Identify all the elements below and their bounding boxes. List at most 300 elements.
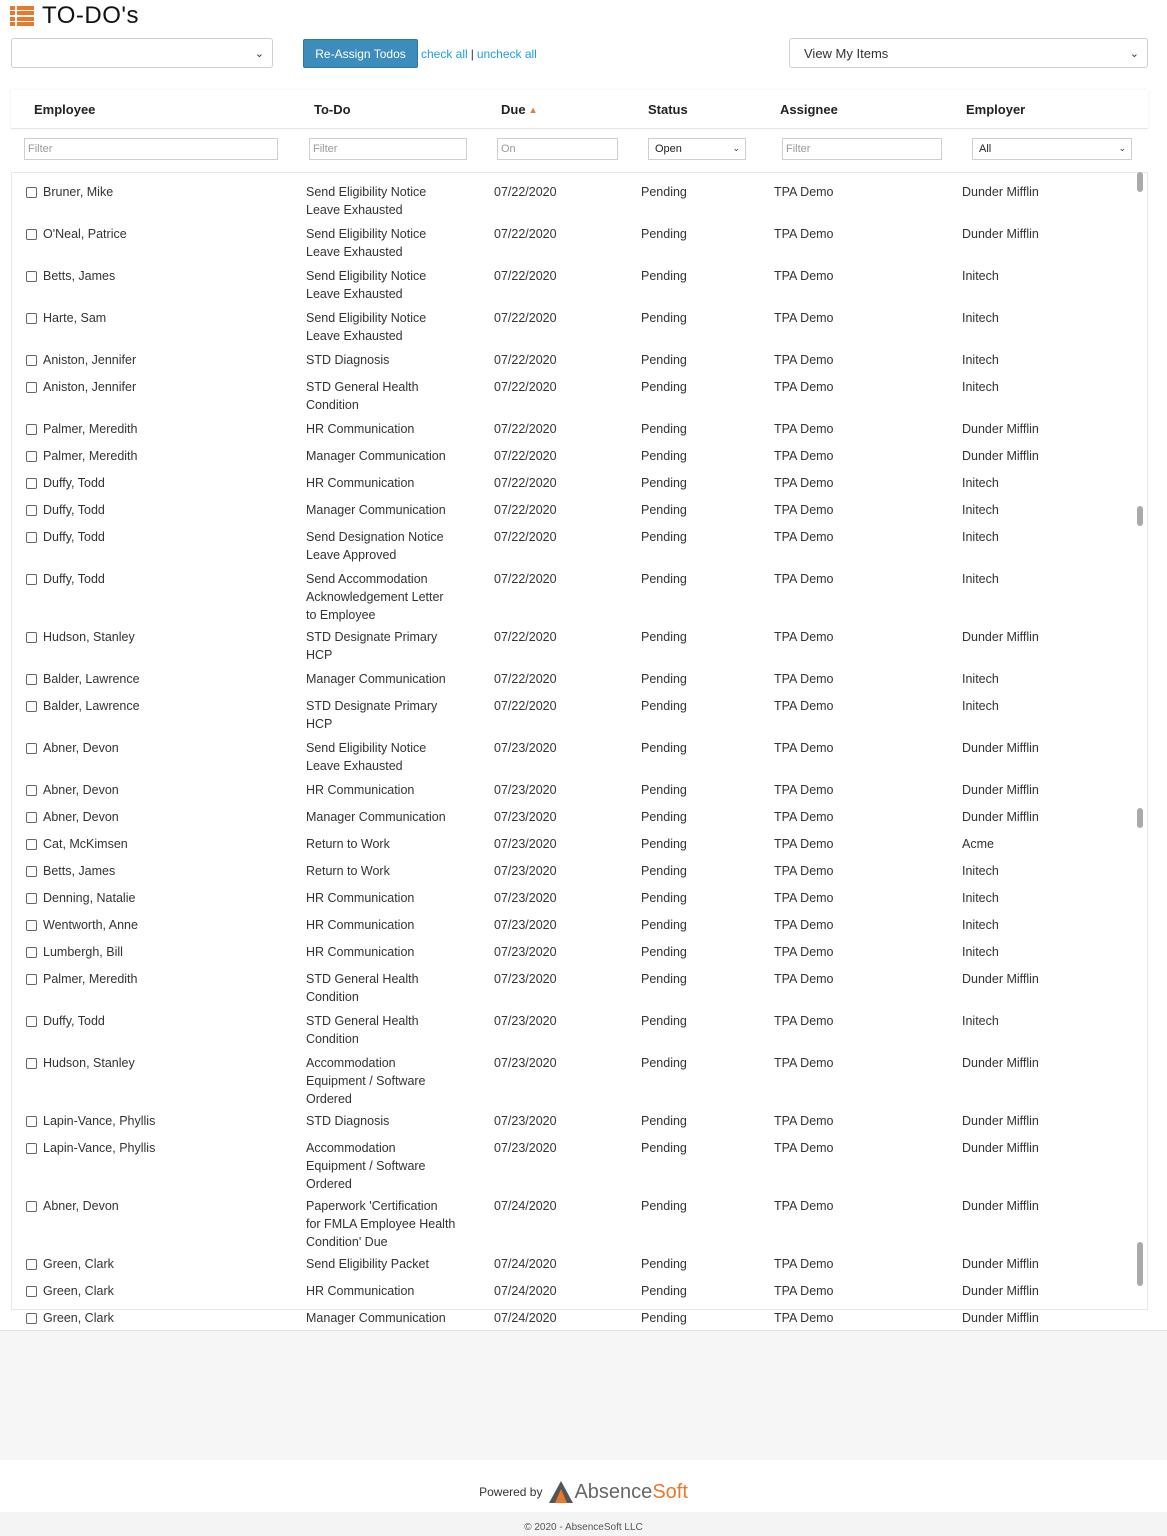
assignee-select[interactable] — [11, 38, 273, 68]
employee-cell — [26, 1112, 155, 1130]
todo-cell[interactable] — [306, 1054, 471, 1108]
table-row[interactable] — [12, 215, 1147, 257]
table-row[interactable] — [12, 1129, 1147, 1191]
status-text: Pending — [641, 945, 687, 959]
employer-text: Dunder Mifflin — [962, 227, 1039, 241]
status-text: Pending — [641, 353, 687, 367]
todo-cell[interactable] — [306, 1282, 471, 1300]
column-header-due[interactable] — [501, 102, 537, 117]
row-checkbox[interactable] — [26, 1016, 37, 1027]
todo-text-line: Send Eligibility Notice — [306, 185, 427, 199]
table-row[interactable] — [12, 1299, 1147, 1326]
status-text: Pending — [641, 422, 687, 436]
todo-cell[interactable] — [306, 447, 471, 465]
employer-text: Initech — [962, 476, 999, 490]
todo-text-line: Ordered — [306, 1092, 352, 1106]
table-row[interactable] — [12, 1272, 1147, 1299]
todo-text-line: HR Communication — [306, 1284, 415, 1298]
due-date: 07/22/2020 — [494, 699, 557, 713]
employer-text: Initech — [962, 918, 999, 932]
scrollbar-thumb[interactable] — [1137, 808, 1143, 828]
employer-text: Dunder Mifflin — [962, 1056, 1039, 1070]
assignee-text: TPA Demo — [774, 945, 834, 959]
copyright: © 2020 - AbsenceSoft LLC — [524, 1522, 643, 1533]
todo-text-line: Condition — [306, 398, 359, 412]
employee-name[interactable]: Lapin-Vance, Phyllis — [43, 1141, 156, 1155]
todo-cell[interactable] — [306, 889, 471, 907]
table-row[interactable] — [12, 491, 1147, 518]
todo-text-line: Leave Exhausted — [306, 203, 403, 217]
table-row[interactable] — [12, 960, 1147, 1002]
scrollbar-thumb[interactable] — [1137, 172, 1143, 192]
brand-name-part1: Absence — [574, 1480, 653, 1503]
todo-text-line: Send Eligibility Notice — [306, 227, 427, 241]
employee-cell — [26, 1309, 114, 1327]
employer-text: Dunder Mifflin — [962, 449, 1039, 463]
employee-cell — [26, 183, 113, 201]
employee-name[interactable]: Lapin-Vance, Phyllis — [43, 1114, 156, 1128]
status-text: Pending — [641, 476, 687, 490]
chevron-down-icon: ⌄ — [1129, 48, 1139, 60]
assignee-text: TPA Demo — [774, 699, 834, 713]
row-checkbox[interactable] — [26, 674, 37, 685]
status-text: Pending — [641, 1114, 687, 1128]
employer-filter-select[interactable] — [972, 138, 1132, 160]
employee-cell — [26, 628, 135, 646]
assignee-text: TPA Demo — [774, 1114, 834, 1128]
due-date: 07/22/2020 — [494, 311, 557, 325]
todo-cell[interactable] — [306, 781, 471, 799]
due-date: 07/23/2020 — [494, 918, 557, 932]
row-checkbox[interactable] — [26, 920, 37, 931]
row-checkbox[interactable] — [26, 1313, 37, 1324]
status-text: Pending — [641, 227, 687, 241]
todo-cell[interactable] — [306, 1112, 471, 1130]
todo-filter-input[interactable]: Filter — [309, 138, 467, 160]
employer-text: Initech — [962, 353, 999, 367]
row-checkbox[interactable] — [26, 947, 37, 958]
status-text: Pending — [641, 311, 687, 325]
employee-cell — [26, 225, 127, 243]
employee-cell — [26, 835, 128, 853]
table-row[interactable] — [12, 1245, 1147, 1272]
status-text: Pending — [641, 891, 687, 905]
due-date: 07/24/2020 — [494, 1311, 557, 1325]
todo-cell[interactable] — [306, 501, 471, 519]
todo-cell[interactable] — [306, 1197, 471, 1251]
powered-by — [0, 1480, 1167, 1504]
assignee-text: TPA Demo — [774, 741, 834, 755]
due-date: 07/22/2020 — [494, 380, 557, 394]
todo-text-line: Leave Exhausted — [306, 287, 403, 301]
employee-name[interactable]: Betts, James — [43, 269, 116, 283]
table-row[interactable] — [12, 1002, 1147, 1044]
table-scrollbar[interactable] — [1135, 172, 1145, 1310]
due-date: 07/24/2020 — [494, 1284, 557, 1298]
employer-filter-value: All — [979, 143, 992, 155]
due-date: 07/22/2020 — [494, 476, 557, 490]
employee-cell — [26, 501, 105, 519]
row-checkbox[interactable] — [26, 632, 37, 643]
todo-text-line: Send Designation Notice — [306, 530, 444, 544]
todo-text-line: Manager Communication — [306, 1311, 446, 1325]
status-text: Pending — [641, 449, 687, 463]
due-date: 07/23/2020 — [494, 741, 557, 755]
link-separator: | — [470, 47, 474, 61]
employee-cell — [26, 1255, 114, 1273]
assignee-text: TPA Demo — [774, 972, 834, 986]
todo-text-line: Return to Work — [306, 837, 390, 851]
employee-name[interactable]: Green, Clark — [43, 1284, 114, 1298]
row-checkbox[interactable] — [26, 505, 37, 516]
table-row[interactable] — [12, 933, 1147, 960]
row-checkbox[interactable] — [26, 974, 37, 985]
uncheck-all-link[interactable]: uncheck all — [476, 47, 537, 61]
employee-name[interactable]: Palmer, Meredith — [43, 422, 138, 436]
employee-cell — [26, 697, 140, 715]
todo-cell[interactable] — [306, 628, 471, 664]
employee-name[interactable]: Abner, Devon — [43, 741, 119, 755]
assignee-text: TPA Demo — [774, 422, 834, 436]
todo-cell[interactable] — [306, 862, 471, 880]
row-checkbox[interactable] — [26, 1201, 37, 1212]
status-text: Pending — [641, 572, 687, 586]
row-checkbox[interactable] — [26, 229, 37, 240]
employer-text: Dunder Mifflin — [962, 810, 1039, 824]
employer-text: Initech — [962, 864, 999, 878]
table-row[interactable] — [12, 852, 1147, 879]
todo-cell[interactable] — [306, 739, 471, 775]
todo-text-line: Send Eligibility Notice — [306, 741, 427, 755]
due-date: 07/22/2020 — [494, 449, 557, 463]
todo-cell[interactable] — [306, 267, 471, 303]
employee-cell — [26, 474, 105, 492]
table-row[interactable] — [12, 341, 1147, 368]
due-filter-input[interactable]: On — [497, 138, 618, 160]
filter-row — [0, 138, 1167, 164]
column-header-status[interactable]: Status — [648, 102, 688, 117]
table-row[interactable] — [12, 410, 1147, 437]
table-row[interactable] — [12, 437, 1147, 464]
due-date: 07/22/2020 — [494, 185, 557, 199]
table-row[interactable] — [12, 906, 1147, 933]
todo-text-line: Condition — [306, 990, 359, 1004]
employee-name[interactable]: Hudson, Stanley — [43, 630, 135, 644]
column-header-todo[interactable]: To-Do — [314, 102, 351, 117]
todo-cell[interactable] — [306, 378, 471, 414]
employee-cell — [26, 378, 136, 396]
assignee-text: TPA Demo — [774, 1056, 834, 1070]
todo-cell[interactable] — [306, 970, 471, 1006]
scrollbar-thumb[interactable] — [1137, 506, 1143, 526]
todo-text-line: Ordered — [306, 1177, 352, 1191]
due-date: 07/23/2020 — [494, 783, 557, 797]
assignee-text: TPA Demo — [774, 630, 834, 644]
due-date: 07/23/2020 — [494, 1114, 557, 1128]
row-checkbox[interactable] — [26, 812, 37, 823]
due-date: 07/23/2020 — [494, 810, 557, 824]
row-checkbox[interactable] — [26, 187, 37, 198]
todo-text-line: Leave Approved — [306, 548, 397, 562]
employee-name[interactable]: Balder, Lawrence — [43, 672, 140, 686]
due-date: 07/22/2020 — [494, 227, 557, 241]
employer-text: Initech — [962, 572, 999, 586]
assignee-text: TPA Demo — [774, 353, 834, 367]
employee-cell — [26, 916, 138, 934]
row-checkbox[interactable] — [26, 785, 37, 796]
todo-text-line: Manager Communication — [306, 503, 446, 517]
employee-name[interactable]: Harte, Sam — [43, 311, 107, 325]
employee-cell — [26, 670, 140, 688]
column-header-employee[interactable]: Employee — [34, 102, 96, 117]
todo-text-line: STD Diagnosis — [306, 1114, 390, 1128]
row-checkbox[interactable] — [26, 271, 37, 282]
chevron-down-icon: ⌄ — [1118, 143, 1126, 153]
status-text: Pending — [641, 269, 687, 283]
todo-cell[interactable] — [306, 916, 471, 934]
employer-text: Initech — [962, 269, 999, 283]
employee-name[interactable]: Abner, Devon — [43, 1199, 119, 1213]
employee-name[interactable]: Green, Clark — [43, 1311, 114, 1325]
employee-name[interactable]: Duffy, Todd — [43, 1014, 105, 1028]
table-row[interactable] — [12, 771, 1147, 798]
todo-cell[interactable] — [306, 697, 471, 733]
employee-name[interactable]: Lumbergh, Bill — [43, 945, 123, 959]
page-title: TO-DO's — [42, 2, 139, 29]
assignee-filter-input[interactable]: Filter — [782, 138, 942, 160]
assignee-text: TPA Demo — [774, 530, 834, 544]
employee-name[interactable]: Bruner, Mike — [43, 185, 114, 199]
todo-text-line: HR Communication — [306, 918, 415, 932]
due-date: 07/22/2020 — [494, 422, 557, 436]
employee-cell — [26, 1139, 155, 1157]
table-row[interactable] — [12, 618, 1147, 660]
todo-text-line: HCP — [306, 648, 333, 662]
employer-text: Initech — [962, 945, 999, 959]
employee-name[interactable]: Betts, James — [43, 864, 116, 878]
table-row[interactable] — [12, 729, 1147, 771]
todo-cell[interactable] — [306, 474, 471, 492]
row-checkbox[interactable] — [26, 451, 37, 462]
row-checkbox[interactable] — [26, 532, 37, 543]
employee-name[interactable]: Duffy, Todd — [43, 503, 105, 517]
table-row[interactable] — [12, 1102, 1147, 1129]
row-checkbox[interactable] — [26, 1116, 37, 1127]
table-row[interactable] — [12, 687, 1147, 729]
table-row[interactable] — [12, 464, 1147, 491]
table-row[interactable] — [12, 518, 1147, 560]
employer-text: Initech — [962, 380, 999, 394]
status-text: Pending — [641, 530, 687, 544]
brand-name — [574, 1481, 687, 1504]
employee-cell — [26, 1282, 114, 1300]
employee-cell — [26, 1054, 135, 1072]
status-text: Pending — [641, 741, 687, 755]
employee-name[interactable]: Cat, McKimsen — [43, 837, 128, 851]
employee-filter-input[interactable]: Filter — [24, 138, 278, 160]
employer-text: Initech — [962, 891, 999, 905]
assignee-text: TPA Demo — [774, 864, 834, 878]
status-text: Pending — [641, 185, 687, 199]
employee-name[interactable]: Abner, Devon — [43, 783, 119, 797]
todo-text-line: for FMLA Employee Health — [306, 1217, 456, 1231]
employee-cell — [26, 1197, 119, 1215]
todo-cell[interactable] — [306, 420, 471, 438]
todo-cell[interactable] — [306, 183, 471, 219]
todo-text-line: HR Communication — [306, 891, 415, 905]
employee-name[interactable]: Duffy, Todd — [43, 572, 105, 586]
todo-text-line: Return to Work — [306, 864, 390, 878]
row-checkbox[interactable] — [26, 839, 37, 850]
row-checkbox[interactable] — [26, 701, 37, 712]
assignee-text: TPA Demo — [774, 1014, 834, 1028]
todo-text-line: Paperwork 'Certification — [306, 1199, 438, 1213]
powered-by-label: Powered by — [479, 1485, 543, 1499]
table-row[interactable] — [12, 879, 1147, 906]
empty-content-area — [0, 1330, 1167, 1461]
employee-name[interactable]: Palmer, Meredith — [43, 449, 138, 463]
employee-name[interactable]: Aniston, Jennifer — [43, 380, 137, 394]
row-checkbox[interactable] — [26, 424, 37, 435]
status-text: Pending — [641, 918, 687, 932]
row-checkbox[interactable] — [26, 313, 37, 324]
todo-text-line: HR Communication — [306, 945, 415, 959]
table-row[interactable] — [12, 1044, 1147, 1106]
employer-text: Initech — [962, 672, 999, 686]
employee-cell — [26, 420, 137, 438]
todo-text-line: Accommodation — [306, 1141, 396, 1155]
table-row[interactable] — [12, 257, 1147, 299]
status-text: Pending — [641, 810, 687, 824]
todo-cell[interactable] — [306, 943, 471, 961]
page-header — [10, 2, 139, 30]
status-text: Pending — [641, 503, 687, 517]
todo-cell[interactable] — [306, 1139, 471, 1193]
employee-name[interactable]: O'Neal, Patrice — [43, 227, 127, 241]
check-all-link[interactable]: check all — [421, 47, 468, 61]
column-header-employer[interactable]: Employer — [966, 102, 1026, 117]
row-checkbox[interactable] — [26, 1259, 37, 1270]
employee-name[interactable]: Duffy, Todd — [43, 476, 105, 490]
todo-text-line: Manager Communication — [306, 449, 446, 463]
employee-cell — [26, 528, 105, 546]
assignee-text: TPA Demo — [774, 227, 834, 241]
row-checkbox[interactable] — [26, 1143, 37, 1154]
employee-cell — [26, 781, 119, 799]
todo-text-line: STD General Health — [306, 1014, 419, 1028]
chevron-down-icon: ⌄ — [732, 143, 740, 153]
view-items-select[interactable] — [789, 38, 1148, 68]
row-checkbox[interactable] — [26, 743, 37, 754]
todo-cell[interactable] — [306, 309, 471, 345]
footer — [0, 1460, 1167, 1536]
table-row[interactable] — [12, 660, 1147, 687]
employee-name[interactable]: Hudson, Stanley — [43, 1056, 135, 1070]
due-date: 07/22/2020 — [494, 572, 557, 586]
employee-name[interactable]: Balder, Lawrence — [43, 699, 140, 713]
due-date: 07/24/2020 — [494, 1199, 557, 1213]
todo-text-line: Condition' Due — [306, 1235, 388, 1249]
employee-name[interactable]: Green, Clark — [43, 1257, 114, 1271]
employer-text: Dunder Mifflin — [962, 1311, 1039, 1325]
employee-cell — [26, 309, 106, 327]
reassign-todos-button[interactable]: Re-Assign Todos — [303, 39, 418, 68]
table-row[interactable] — [12, 560, 1147, 622]
row-checkbox[interactable] — [26, 574, 37, 585]
todo-text-line: STD Diagnosis — [306, 353, 390, 367]
employee-cell — [26, 1012, 105, 1030]
table-row[interactable] — [12, 173, 1147, 215]
row-checkbox[interactable] — [26, 478, 37, 489]
due-date: 07/23/2020 — [494, 1056, 557, 1070]
employee-name[interactable]: Wentworth, Anne — [43, 918, 138, 932]
employee-name[interactable]: Abner, Devon — [43, 810, 119, 824]
todo-cell[interactable] — [306, 351, 471, 369]
todo-cell[interactable] — [306, 528, 471, 564]
table-row[interactable] — [12, 1187, 1147, 1249]
assignee-text: TPA Demo — [774, 1311, 834, 1325]
table-row[interactable] — [12, 798, 1147, 825]
todo-text-line: STD Designate Primary — [306, 630, 438, 644]
table-row[interactable] — [12, 299, 1147, 341]
row-checkbox[interactable] — [26, 355, 37, 366]
todo-text-line: Send Eligibility Notice — [306, 311, 427, 325]
row-checkbox[interactable] — [26, 1286, 37, 1297]
employer-text: Dunder Mifflin — [962, 1199, 1039, 1213]
employee-cell — [26, 970, 137, 988]
chevron-down-icon: ⌄ — [254, 48, 264, 60]
employer-text: Dunder Mifflin — [962, 741, 1039, 755]
row-checkbox[interactable] — [26, 1058, 37, 1069]
employee-cell — [26, 267, 115, 285]
todo-cell[interactable] — [306, 1255, 471, 1273]
todo-cell[interactable] — [306, 808, 471, 826]
todo-cell[interactable] — [306, 670, 471, 688]
employee-cell — [26, 447, 137, 465]
todo-text-line: HCP — [306, 717, 333, 731]
status-text: Pending — [641, 1014, 687, 1028]
assignee-text: TPA Demo — [774, 185, 834, 199]
row-checkbox[interactable] — [26, 382, 37, 393]
scrollbar-thumb[interactable] — [1137, 1242, 1143, 1286]
employee-name[interactable]: Denning, Natalie — [43, 891, 136, 905]
status-filter-select[interactable] — [648, 138, 746, 160]
employer-text: Initech — [962, 699, 999, 713]
employer-text: Dunder Mifflin — [962, 1141, 1039, 1155]
table-row[interactable] — [12, 368, 1147, 410]
row-checkbox[interactable] — [26, 866, 37, 877]
row-checkbox[interactable] — [26, 893, 37, 904]
due-date: 07/23/2020 — [494, 972, 557, 986]
employee-name[interactable]: Duffy, Todd — [43, 530, 105, 544]
todo-cell[interactable] — [306, 570, 471, 624]
todo-cell[interactable] — [306, 835, 471, 853]
todo-cell[interactable] — [306, 1309, 471, 1327]
todo-cell[interactable] — [306, 1012, 471, 1048]
employee-cell — [26, 862, 115, 880]
employee-name[interactable]: Palmer, Meredith — [43, 972, 138, 986]
employer-text: Dunder Mifflin — [962, 630, 1039, 644]
table-row[interactable] — [12, 825, 1147, 852]
column-header-assignee[interactable]: Assignee — [780, 102, 838, 117]
todo-cell[interactable] — [306, 225, 471, 261]
employee-name[interactable]: Aniston, Jennifer — [43, 353, 137, 367]
status-text: Pending — [641, 783, 687, 797]
todo-text-line: STD Designate Primary — [306, 699, 438, 713]
check-links — [421, 47, 537, 61]
assignee-text: TPA Demo — [774, 380, 834, 394]
employer-text: Acme — [962, 837, 994, 851]
